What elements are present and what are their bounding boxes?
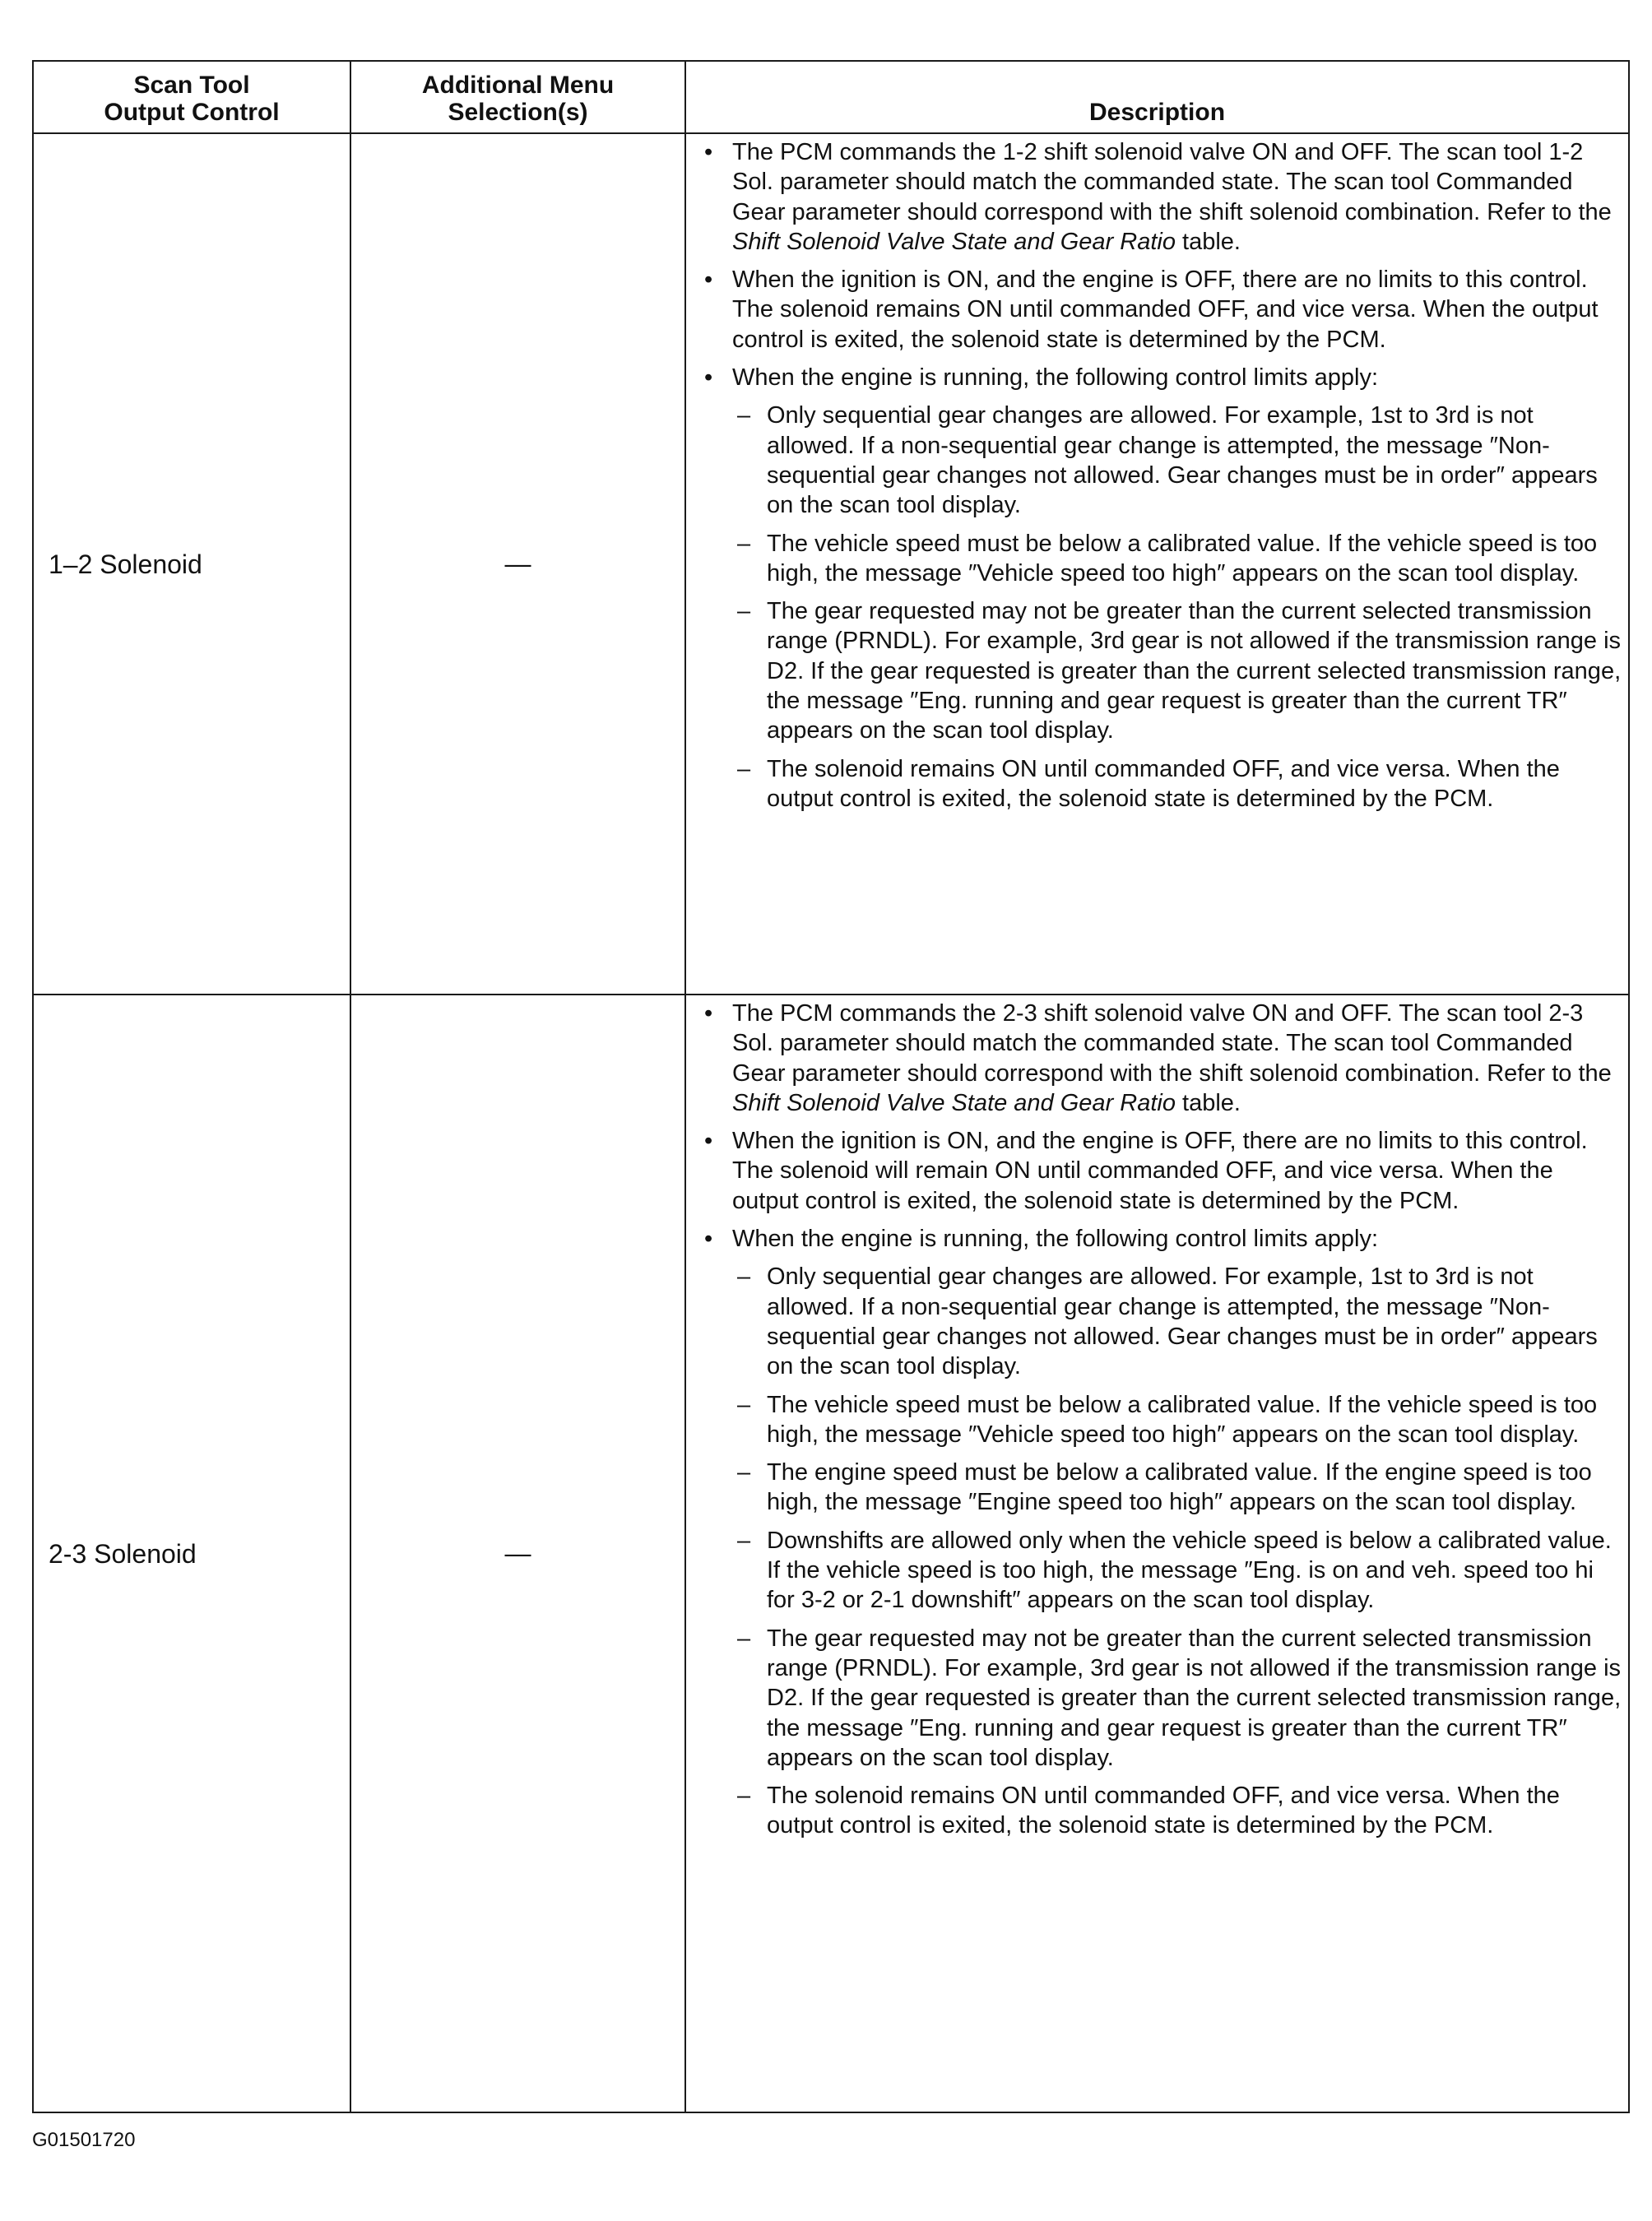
menu-selection: — <box>350 133 685 995</box>
dash-item: – Only sequential gear changes are allowed. For example, 1st to 3rd is not allowed. If a non-sequential gear change is attempted, the message ″Non-sequential gear changes not allowed. Gear changes must be in order″ appears on the scan tool display. <box>701 401 1623 520</box>
bullet-item <box>701 999 1623 1118</box>
header-col1-line1: Scan Tool <box>133 72 250 99</box>
figure-code: G01501720 <box>32 2129 136 2151</box>
table-reference: Shift Solenoid Valve State and Gear Ratio <box>732 228 1176 255</box>
dash-item: – Downshifts are allowed only when the vehicle speed is below a calibrated value. If the vehicle speed is too high, the message ″Eng. is on and veh. speed too hi for 3-2 or 2-1 downshift″ appears on the scan tool display. <box>701 1526 1623 1616</box>
dash-item: – The engine speed must be below a calibrated value. If the engine speed is too high, the message ″Engine speed too high″ appears on the scan tool display. <box>701 1458 1623 1518</box>
dash-item: – Only sequential gear changes are allowed. For example, 1st to 3rd is not allowed. If a non-sequential gear change is attempted, the message ″Non-sequential gear changes not allowed. Gear changes must be in order″ appears on the scan tool display. <box>701 1262 1623 1381</box>
header-col1-line2: Output Control <box>104 99 280 126</box>
bullet-item: • When the ignition is ON, and the engine is OFF, there are no limits to this control. The solenoid remains ON until commanded OFF, and vice versa. When the output control is exited, the solenoid state is determined by the PCM. <box>701 265 1623 355</box>
table-row-2-3-solenoid <box>33 995 1629 2112</box>
table-header-row <box>33 61 1629 133</box>
header-scan-tool-output-control <box>33 61 350 133</box>
bullet-text: The PCM commands the 2-3 shift solenoid valve ON and OFF. The scan tool 2-3 Sol. parameter should match the commanded state. The scan tool Commanded Gear parameter should correspond with the shift solenoid combination. Refer to the <box>732 1000 1612 1087</box>
header-description <box>685 61 1629 133</box>
bullet-item: • When the ignition is ON, and the engine is OFF, there are no limits to this control. The solenoid will remain ON until commanded OFF, and vice versa. When the output control is exited, the solenoid state is determined by the PCM. <box>701 1126 1623 1216</box>
table-row-1-2-solenoid <box>33 133 1629 995</box>
bullet-text: The PCM commands the 1-2 shift solenoid valve ON and OFF. The scan tool 1-2 Sol. parameter should match the commanded state. The scan tool Commanded Gear parameter should correspond with the shift solenoid combination. Refer to the <box>732 139 1612 225</box>
description-cell <box>685 133 1629 995</box>
dash-item: – The vehicle speed must be below a calibrated value. If the vehicle speed is too high, the message ″Vehicle speed too high″ appears on the scan tool display. <box>701 1390 1623 1450</box>
description-cell <box>685 995 1629 2112</box>
bullet-text-end: table. <box>1175 228 1241 255</box>
bullet-item: • When the engine is running, the following control limits apply: <box>701 1224 1623 1254</box>
bullet-item: • When the engine is running, the following control limits apply: <box>701 363 1623 392</box>
menu-selection: — <box>350 995 685 2112</box>
dash-item: – The vehicle speed must be below a calibrated value. If the vehicle speed is too high, the message ″Vehicle speed too high″ appears on the scan tool display. <box>701 529 1623 589</box>
header-additional-menu-selections <box>350 61 685 133</box>
description-text <box>701 999 1623 1841</box>
bullet-item <box>701 137 1623 257</box>
output-control-table <box>32 60 1630 2113</box>
header-col3: Description <box>1088 99 1226 126</box>
header-col2-line2: Selection(s) <box>448 99 588 126</box>
dash-item: – The solenoid remains ON until commanded OFF, and vice versa. When the output control is exited, the solenoid state is determined by the PCM. <box>701 754 1623 814</box>
bullet-text-end: table. <box>1175 1089 1241 1116</box>
output-control-name: 2-3 Solenoid <box>33 995 350 2112</box>
dash-item: – The solenoid remains ON until commanded OFF, and vice versa. When the output control is exited, the solenoid state is determined by the PCM. <box>701 1781 1623 1841</box>
output-control-name: 1–2 Solenoid <box>33 133 350 995</box>
header-col2-line1: Additional Menu <box>421 72 615 99</box>
dash-item: – The gear requested may not be greater than the current selected transmission range (PRNDL). For example, 3rd gear is not allowed if the transmission range is D2. If the gear requested is greater than the current selected transmission range, the message ″Eng. running and gear request is greater than the current TR″ appears on the scan tool display. <box>701 596 1623 745</box>
table-reference: Shift Solenoid Valve State and Gear Ratio <box>732 1089 1176 1116</box>
dash-item: – The gear requested may not be greater than the current selected transmission range (PRNDL). For example, 3rd gear is not allowed if the transmission range is D2. If the gear requested is greater than the current selected transmission range, the message ″Eng. running and gear request is greater than the current TR″ appears on the scan tool display. <box>701 1624 1623 1773</box>
description-text <box>701 137 1623 814</box>
